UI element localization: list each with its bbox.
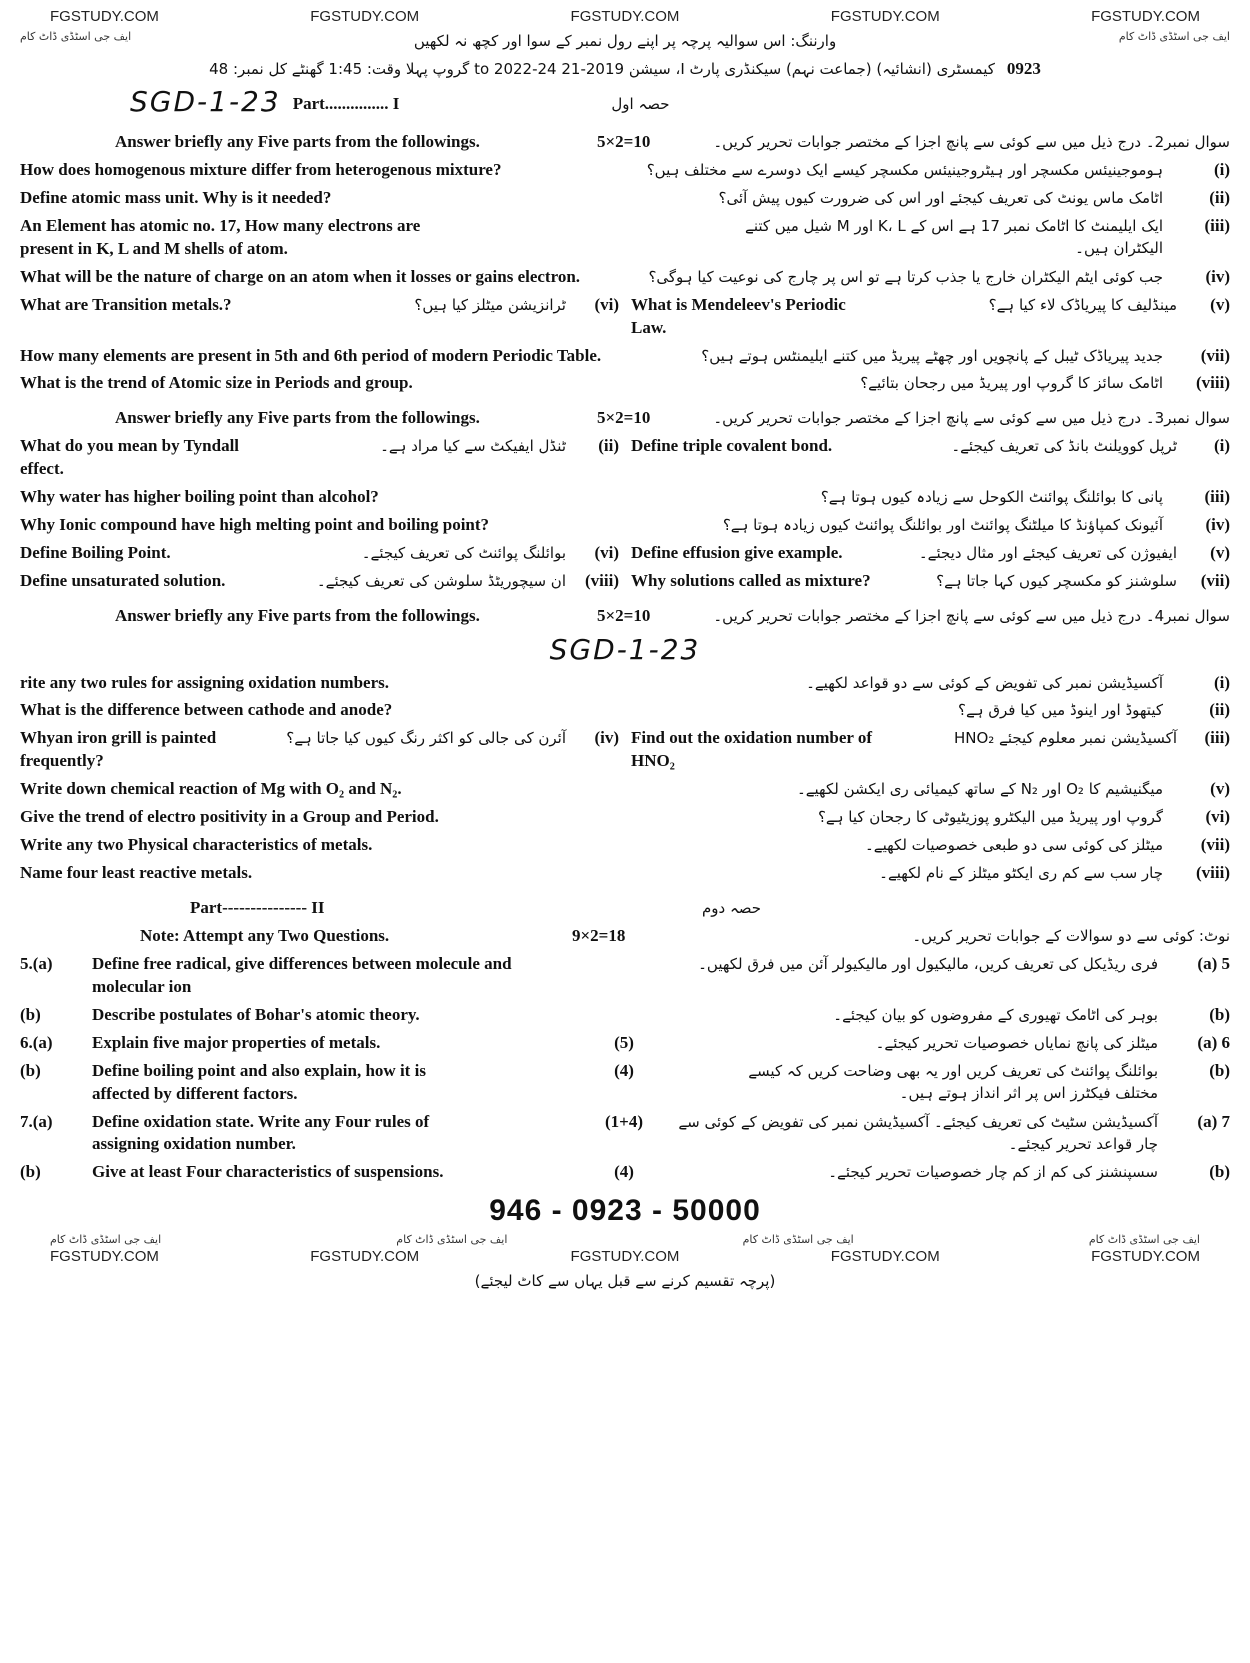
question-text: [631, 435, 881, 458]
question-text-line: What is the difference between cathode and anode?: [20, 700, 393, 720]
watermark-text: FGSTUDY.COM: [310, 8, 420, 25]
question-text: [20, 514, 620, 537]
section-marks: 5×2=10: [597, 408, 651, 428]
question-row-split: [20, 435, 1230, 481]
question-number-line: (ii): [1209, 187, 1230, 207]
question-number-line: (ii): [1209, 700, 1230, 720]
long-question-urdu: [666, 1060, 1158, 1105]
long-question-urdu-number: [1170, 953, 1230, 976]
long-question-marks-line: (4): [614, 1060, 634, 1080]
question-text-line: Why Ionic compound have high melting point and boiling point?: [20, 515, 490, 535]
question-urdu-line: ٹرپل کوویلنٹ بانڈ کی تعریف کیجئے۔: [951, 437, 1177, 456]
question-number-line: (iii): [1204, 728, 1230, 748]
part-one-label: Part............... I: [292, 94, 400, 114]
watermark-urdu: ایف جی اسٹڈی ڈاٹ کام: [1118, 30, 1230, 43]
question-text: [631, 727, 881, 773]
question-urdu-line: اٹامک سائز کا گروپ اور پیریڈ میں رجحان بتائیے؟: [860, 374, 1163, 393]
long-question-urdu-cont-line: مختلف فیکٹرز اس پر اثر انداز ہوتے ہیں۔: [899, 1084, 1158, 1103]
question-urdu-line: سلوشنز کو مکسچر کیوں کہا جاتا ہے؟: [936, 572, 1177, 591]
long-question-text-cont-line: affected by different factors.: [92, 1083, 298, 1103]
question-urdu-line: آکسیڈیشن نمبر کی تفویض کے کوئی سے دو قواعد لکھیے۔: [806, 673, 1163, 692]
question-urdu: [632, 834, 1163, 857]
question-number-line: (i): [1213, 159, 1230, 179]
question-number: [574, 570, 619, 593]
handwritten-code: SGD-1-23: [130, 85, 281, 119]
question-number-line: (vii): [1200, 345, 1230, 365]
question-text: [20, 435, 270, 481]
handwritten-row: [20, 633, 1230, 667]
question-number-line: (i): [1213, 436, 1230, 456]
question-row: [20, 514, 1230, 537]
long-question-row: [20, 1161, 1230, 1184]
question-text: [20, 570, 270, 593]
question-urdu: [632, 266, 1163, 289]
question-urdu: [632, 862, 1163, 885]
question-row: [20, 672, 1230, 695]
question-row: [20, 486, 1230, 509]
question-urdu-line: جدید پیریاڈک ٹیبل کے پانچویں اور چھٹے پیریڈ میں کتنے ایلیمنٹس ہوتے ہیں؟: [701, 346, 1163, 365]
question-half: [631, 727, 1230, 773]
long-question-urdu-line: بوہر کی اٹامک تھیوری کے مفروضوں کو بیان کیجئے۔: [833, 1005, 1158, 1024]
question-number-line: (i): [1213, 672, 1230, 692]
section-instruction: Answer briefly any Five parts from the followings.: [115, 605, 480, 625]
question-text-line: Define triple covalent bond.: [631, 436, 833, 456]
question-number-line: (iii): [1204, 487, 1230, 507]
part-two-marks: 9×2=18: [572, 925, 626, 945]
question-text: [20, 834, 620, 857]
long-question-urdu: [666, 953, 1158, 976]
question-text-line: Name four least reactive metals.: [20, 863, 253, 883]
watermark-text: FGSTUDY.COM: [310, 1248, 420, 1266]
question-row: [20, 862, 1230, 885]
part-two-title-row: [20, 897, 1230, 920]
question-urdu-line: آکسیڈیشن نمبر معلوم کیجئے HNO₂: [953, 729, 1177, 748]
question-number: [1185, 294, 1230, 340]
long-question-text: [92, 1060, 582, 1106]
question-urdu-line: اٹامک ماس یونٹ کی تعریف کیجئے اور اس کی ضرورت کیوں پیش آئی؟: [718, 188, 1163, 207]
warning-text: وارننگ: اس سوالیہ پرچہ پر اپنے رول نمبر کے سوا اور کچھ نہ لکھیں: [413, 32, 837, 50]
question-text: [20, 486, 620, 509]
question-urdu: [632, 672, 1163, 695]
question-text-line: Find out the oxidation number of HNO₂: [631, 728, 873, 771]
long-question-urdu-number-line: (a) 7: [1197, 1111, 1230, 1131]
long-question-row: [20, 1032, 1230, 1055]
watermark-text: FGSTUDY.COM: [570, 1248, 680, 1266]
question-urdu: [889, 542, 1177, 565]
question-half: [631, 570, 1230, 593]
long-question-urdu-number-line: (a) 6: [1197, 1032, 1230, 1052]
section-marks: 5×2=10: [597, 132, 651, 152]
long-question-text: [92, 1032, 582, 1055]
long-question-number-line: (b): [20, 1060, 41, 1080]
long-question-number: [20, 953, 80, 976]
question-text-line: Write down chemical reaction of Mg with O₂ and N₂.: [20, 779, 402, 799]
question-text-line: What will be the nature of charge on an atom when it losses or gains electron.: [20, 266, 581, 286]
question-urdu-line: ہوموجینیئس مکسچر اور ہیٹروجینیئس مکسچر کیسے ایک دوسرے سے مختلف ہیں؟: [646, 160, 1163, 179]
question-half: [20, 542, 619, 565]
cut-here-line: (پرچہ تقسیم کرنے سے قبل یہاں سے کاٹ لیجئے): [474, 1272, 776, 1291]
long-question-number: [20, 1161, 80, 1184]
question-text: [20, 699, 620, 722]
long-question-text-line: Describe postulates of Bohar's atomic theory.: [92, 1004, 420, 1024]
question-urdu-line: پانی کا بوائلنگ پوائنٹ الکوحل سے زیادہ کیوں ہوتا ہے؟: [820, 488, 1163, 507]
long-question-row: [20, 1060, 1230, 1106]
question-urdu-line: ٹنڈل ایفیکٹ سے کیا مراد ہے۔: [380, 437, 566, 456]
long-question-text: [92, 1111, 582, 1157]
question-text: [631, 542, 881, 565]
question-number: [1175, 266, 1230, 289]
question-urdu: [278, 542, 566, 565]
question-urdu: [278, 435, 566, 481]
question-number: [1185, 727, 1230, 773]
question-text: [20, 266, 620, 289]
question-row: [20, 834, 1230, 857]
section-instruction-row: [20, 131, 1230, 154]
question-text-line: Why solutions called as mixture?: [631, 571, 871, 591]
long-question-urdu-line: آکسیڈیشن سٹیٹ کی تعریف کیجئے۔ آکسیڈیشن نمبر کی تفویض کے کوئی سے: [678, 1112, 1158, 1131]
question-urdu: [889, 727, 1177, 773]
question-text-line: How does homogenous mixture differ from heterogenous mixture?: [20, 159, 502, 179]
question-urdu-cont-line: الیکٹران ہیں۔: [1075, 239, 1163, 258]
long-question-urdu-line: میٹلز کی پانچ نمایاں خصوصیات تحریر کیجئے۔: [875, 1033, 1158, 1052]
watermark-row: [20, 1233, 1230, 1246]
question-row-split: [20, 727, 1230, 773]
question-text: [20, 372, 620, 395]
question-number-line: (viii): [1196, 863, 1230, 883]
question-text: [20, 862, 620, 885]
long-question-urdu-number-line: (a) 5: [1197, 953, 1230, 973]
question-row: [20, 699, 1230, 722]
watermark-urdu: ایف جی اسٹڈی ڈاٹ کام: [1088, 1233, 1200, 1247]
long-question-marks-line: (4): [614, 1162, 634, 1182]
section-instruction-urdu: سوال نمبر4۔ درج ذیل میں سے کوئی سے پانچ اجزا کے مختصر جوابات تحریر کریں۔: [713, 606, 1230, 625]
question-text: [631, 294, 881, 340]
question-half: [631, 294, 1230, 340]
long-question-number: [20, 1060, 80, 1083]
question-number: [1175, 345, 1230, 368]
question-text-line: What are Transition metals.?: [20, 294, 232, 314]
part-two-label: Part--------------- II: [190, 898, 325, 917]
question-text: [631, 570, 881, 593]
long-question-urdu-number: [1170, 1032, 1230, 1055]
question-number-line: (ii): [598, 436, 619, 456]
question-number-line: (iii): [1204, 215, 1230, 235]
long-question-text-line: Define boiling point and also explain, how it is: [92, 1060, 426, 1080]
question-text: [20, 778, 620, 801]
question-number: [1175, 514, 1230, 537]
long-question-text-line: Explain five major properties of metals.: [92, 1032, 381, 1052]
watermark-row: [20, 8, 1230, 25]
question-number-line: (viii): [585, 571, 619, 591]
long-question-urdu-line: فری ریڈیکل کی تعریف کریں، مالیکیول اور مالیکیولر آئن میں فرق لکھیں۔: [698, 954, 1158, 973]
long-question-marks: [594, 1032, 654, 1055]
question-text-line: Why water has higher boiling point than alcohol?: [20, 487, 379, 507]
question-urdu: [278, 294, 566, 317]
long-question-number: [20, 1111, 80, 1134]
section-instruction: Answer briefly any Five parts from the followings.: [115, 408, 480, 428]
long-question-text: [92, 953, 582, 999]
question-number: [1175, 834, 1230, 857]
long-question-marks: [594, 1161, 654, 1184]
long-question-urdu-number-line: (b): [1209, 1004, 1230, 1024]
question-half: [20, 727, 619, 773]
watermark-urdu: ایف جی اسٹڈی ڈاٹ کام: [742, 1233, 854, 1247]
long-question-urdu: [666, 1161, 1158, 1184]
long-question-urdu-number: [1170, 1161, 1230, 1184]
question-number-line: (iv): [1205, 515, 1230, 535]
paper-code: 0923: [1006, 58, 1041, 78]
question-urdu-line: کیتھوڈ اور اینوڈ میں کیا فرق ہے؟: [958, 701, 1163, 720]
question-number-line: (v): [1210, 779, 1230, 799]
long-question-urdu-line: بوائلنگ پوائنٹ کی تعریف کریں اور یہ بھی وضاحت کریں کہ کیسے: [748, 1061, 1158, 1080]
question-number-line: (iv): [1205, 266, 1230, 286]
question-text: [20, 542, 270, 565]
question-urdu-line: ٹرانزیشن میٹلز کیا ہیں؟: [414, 295, 566, 314]
question-text-line: What is Mendeleev's Periodic Law.: [631, 294, 846, 337]
question-number: [1185, 570, 1230, 593]
warning-row: [20, 30, 1230, 53]
question-row: [20, 806, 1230, 829]
question-row: [20, 187, 1230, 210]
question-urdu: [632, 699, 1163, 722]
long-question-urdu-number: [1170, 1004, 1230, 1027]
question-number-line: (v): [1210, 543, 1230, 563]
question-number: [1175, 806, 1230, 829]
part-one-urdu: حصہ اول: [611, 95, 670, 114]
question-urdu: [632, 215, 1163, 260]
section-instruction-row: [20, 605, 1230, 628]
question-urdu-line: ان سیچوریٹڈ سلوشن کی تعریف کیجئے۔: [316, 572, 566, 591]
question-number: [1175, 486, 1230, 509]
question-text-line: Define Boiling Point.: [20, 543, 171, 563]
question-urdu: [632, 806, 1163, 829]
long-question-text-line: Give at least Four characteristics of suspensions.: [92, 1162, 444, 1182]
watermark-text: FGSTUDY.COM: [1091, 8, 1200, 25]
question-urdu: [632, 778, 1163, 801]
question-urdu-line: بوائلنگ پوائنٹ کی تعریف کیجئے۔: [361, 544, 566, 563]
watermark-text: FGSTUDY.COM: [1091, 1248, 1200, 1266]
question-number-line: (vi): [594, 543, 619, 563]
question-urdu-line: جب کوئی ایٹم الیکٹران خارج یا جذب کرتا ہے تو اس پر چارج کی نوعیت کیا ہوگی؟: [648, 267, 1163, 286]
question-urdu-line: ایفیوژن کی تعریف کیجئے اور مثال دیجئے۔: [918, 544, 1177, 563]
question-text-line: How many elements are present in 5th and 6th period of modern Periodic Table.: [20, 345, 602, 365]
section-instruction-urdu: سوال نمبر3۔ درج ذیل میں سے کوئی سے پانچ اجزا کے مختصر جوابات تحریر کریں۔: [713, 409, 1230, 428]
section-marks: 5×2=10: [597, 605, 651, 625]
question-urdu-line: آئرن کی جالی کو اکثر رنگ کیوں کیا جاتا ہے؟: [286, 729, 566, 748]
question-urdu: [632, 486, 1163, 509]
long-question-urdu-number: [1170, 1111, 1230, 1134]
question-text-line: rite any two rules for assigning oxidation numbers.: [20, 672, 389, 692]
question-row: [20, 372, 1230, 395]
question-number: [1175, 372, 1230, 395]
question-text: [20, 294, 270, 317]
question-number-line: (vii): [1200, 835, 1230, 855]
long-question-marks-line: (5): [614, 1032, 634, 1052]
question-half: [631, 435, 1230, 458]
long-question-row: [20, 1004, 1230, 1027]
long-question-urdu-line: سسپنشنز کی کم از کم چار خصوصیات تحریر کیجئے۔: [828, 1163, 1158, 1182]
long-question-text-cont-line: assigning oxidation number.: [92, 1134, 296, 1154]
part-one-row: [20, 85, 1230, 119]
question-row-split: [20, 570, 1230, 593]
watermark-urdu: ایف جی اسٹڈی ڈاٹ کام: [396, 1233, 508, 1247]
paper-title-line: کیمسٹری (انشائیہ) (جماعت نہم) سیکنڈری پارٹ I، سیشن 2019-21 to 2022-24 گروپ پہلا وقت: 1:45 گھنٹے کل نمبر: 48: [209, 59, 995, 78]
watermark-text: FGSTUDY.COM: [830, 1248, 940, 1266]
question-number-line: (iv): [594, 728, 619, 748]
question-urdu: [889, 570, 1177, 593]
cut-line-row: [20, 1270, 1230, 1293]
question-half: [20, 294, 619, 317]
question-number: [1185, 542, 1230, 565]
handwritten-code: SGD-1-23: [549, 632, 701, 666]
long-question-marks-line: (1+4): [604, 1111, 643, 1131]
footer-code-row: [20, 1194, 1230, 1228]
question-text: [20, 727, 270, 773]
question-text: [20, 672, 620, 695]
question-half: [631, 542, 1230, 565]
watermark-row: [20, 1248, 1230, 1265]
question-number: [1175, 159, 1230, 182]
question-number: [1175, 672, 1230, 695]
long-question-number-line: 6.(a): [20, 1032, 53, 1052]
part-two-note-row: [20, 925, 1230, 948]
question-text: [20, 159, 620, 182]
question-row: [20, 215, 1230, 261]
question-row: [20, 266, 1230, 289]
question-text: [20, 215, 620, 261]
long-question-urdu-number-line: (b): [1209, 1060, 1230, 1080]
footer-code: 946 - 0923 - 50000: [489, 1194, 761, 1228]
long-question-marks: [594, 1111, 654, 1134]
question-urdu: [889, 435, 1177, 458]
question-row: [20, 778, 1230, 801]
question-urdu-line: مینڈلیف کا پیریاڈک لاء کیا ہے؟: [988, 295, 1177, 314]
question-urdu-line: ایک ایلیمنٹ کا اٹامک نمبر 17 ہے اس کے K، L اور M شیل میں کتنے: [745, 216, 1163, 235]
question-urdu-line: گروپ اور پیریڈ میں الیکٹرو پوزیٹیوٹی کا رجحان کیا ہے؟: [817, 808, 1163, 827]
long-question-text: [92, 1004, 582, 1027]
question-number-line: (v): [1210, 294, 1230, 314]
question-number: [1175, 215, 1230, 238]
question-text-line: An Element has atomic no. 17, How many electrons are: [20, 215, 421, 235]
question-urdu-line: میٹلز کی کوئی سی دو طبعی خصوصیات لکھیے۔: [865, 836, 1163, 855]
question-row: [20, 345, 1230, 368]
watermark-text: FGSTUDY.COM: [830, 8, 940, 25]
question-text-line: Give the trend of electro positivity in a Group and Period.: [20, 807, 439, 827]
long-question-urdu: [666, 1111, 1158, 1156]
question-number: [1175, 862, 1230, 885]
question-urdu-line: میگنیشیم کا O₂ اور N₂ کے ساتھ کیمیائی ری ایکشن لکھیے۔: [796, 780, 1163, 799]
question-text-line: Define effusion give example.: [631, 543, 843, 563]
watermark-text: FGSTUDY.COM: [50, 1248, 159, 1266]
long-question-number-line: (b): [20, 1162, 41, 1182]
question-number: [1175, 699, 1230, 722]
question-number: [1175, 778, 1230, 801]
long-question-urdu-number-line: (b): [1209, 1162, 1230, 1182]
question-urdu: [632, 372, 1163, 395]
question-number: [574, 542, 619, 565]
question-text-line: What do you mean by Tyndall effect.: [20, 436, 240, 479]
question-text-line: Define unsaturated solution.: [20, 571, 226, 591]
long-question-number-line: 7.(a): [20, 1111, 53, 1131]
watermark-text: FGSTUDY.COM: [570, 8, 680, 25]
long-question-urdu: [666, 1032, 1158, 1055]
question-text: [20, 187, 620, 210]
long-question-number-line: 5.(a): [20, 953, 53, 973]
question-text-line: Write any two Physical characteristics of metals.: [20, 835, 373, 855]
question-number: [574, 435, 619, 481]
watermark-urdu: ایف جی اسٹڈی ڈاٹ کام: [20, 30, 132, 43]
question-text-line: Define atomic mass unit. Why is it needed?: [20, 187, 332, 207]
long-question-text: [92, 1161, 582, 1184]
question-number: [1175, 187, 1230, 210]
section-instruction: Answer briefly any Five parts from the followings.: [115, 132, 480, 152]
question-number: [574, 294, 619, 317]
question-text: [20, 806, 620, 829]
question-urdu: [632, 345, 1163, 368]
long-question-number-line: (b): [20, 1004, 41, 1024]
question-urdu: [632, 187, 1163, 210]
part-two-urdu: حصہ دوم: [702, 899, 762, 917]
question-text-line: What is the trend of Atomic size in Periods and group.: [20, 373, 413, 393]
question-half: [20, 435, 619, 481]
long-question-urdu-cont-line: چار قواعد تحریر کیجئے۔: [1008, 1135, 1158, 1153]
question-number: [574, 727, 619, 773]
long-question-row: [20, 953, 1230, 999]
question-number-line: (vii): [1200, 571, 1230, 591]
question-number-line: (vi): [594, 294, 619, 314]
question-urdu: [632, 159, 1163, 182]
section-instruction-row: [20, 407, 1230, 430]
long-question-row: [20, 1111, 1230, 1157]
section-instruction-urdu: سوال نمبر2۔ درج ذیل میں سے کوئی سے پانچ اجزا کے مختصر جوابات تحریر کریں۔: [713, 133, 1230, 152]
long-question-urdu: [666, 1004, 1158, 1027]
part-two-note: Note: Attempt any Two Questions.: [140, 925, 390, 945]
long-question-marks: [594, 1060, 654, 1083]
question-text-cont-line: present in K, L and M shells of atom.: [20, 238, 288, 258]
question-number-line: (vi): [1205, 807, 1230, 827]
question-number: [1185, 435, 1230, 458]
question-urdu-line: چار سب سے کم ری ایکٹو میٹلز کے نام لکھیے۔: [879, 864, 1163, 883]
question-urdu: [278, 727, 566, 773]
watermark-text: FGSTUDY.COM: [50, 8, 159, 25]
long-question-urdu-number: [1170, 1060, 1230, 1083]
paper-title-row: [20, 58, 1230, 81]
question-urdu-line: آئیونک کمپاؤنڈ کا میلٹنگ پوائنٹ اور بوائلنگ پوائنٹ کیوں زیادہ ہوتا ہے؟: [722, 516, 1163, 535]
question-row-split: [20, 542, 1230, 565]
long-question-text-line: Define oxidation state. Write any Four rules of: [92, 1111, 430, 1131]
question-urdu: [632, 514, 1163, 537]
question-urdu: [278, 570, 566, 593]
long-question-text-line: Define free radical, give differences between molecule and molecular ion: [92, 953, 512, 996]
long-question-number: [20, 1004, 80, 1027]
question-text: [20, 345, 620, 368]
question-row: [20, 159, 1230, 182]
part-two-note-urdu: نوٹ: کوئی سے دو سوالات کے جوابات تحریر کریں۔: [912, 926, 1230, 945]
long-question-number: [20, 1032, 80, 1055]
question-number-line: (viii): [1196, 373, 1230, 393]
question-urdu: [889, 294, 1177, 340]
watermark-urdu: ایف جی اسٹڈی ڈاٹ کام: [50, 1233, 162, 1247]
question-text-line: Whyan iron grill is painted frequently?: [20, 728, 217, 771]
question-row-split: [20, 294, 1230, 340]
question-half: [20, 570, 619, 593]
